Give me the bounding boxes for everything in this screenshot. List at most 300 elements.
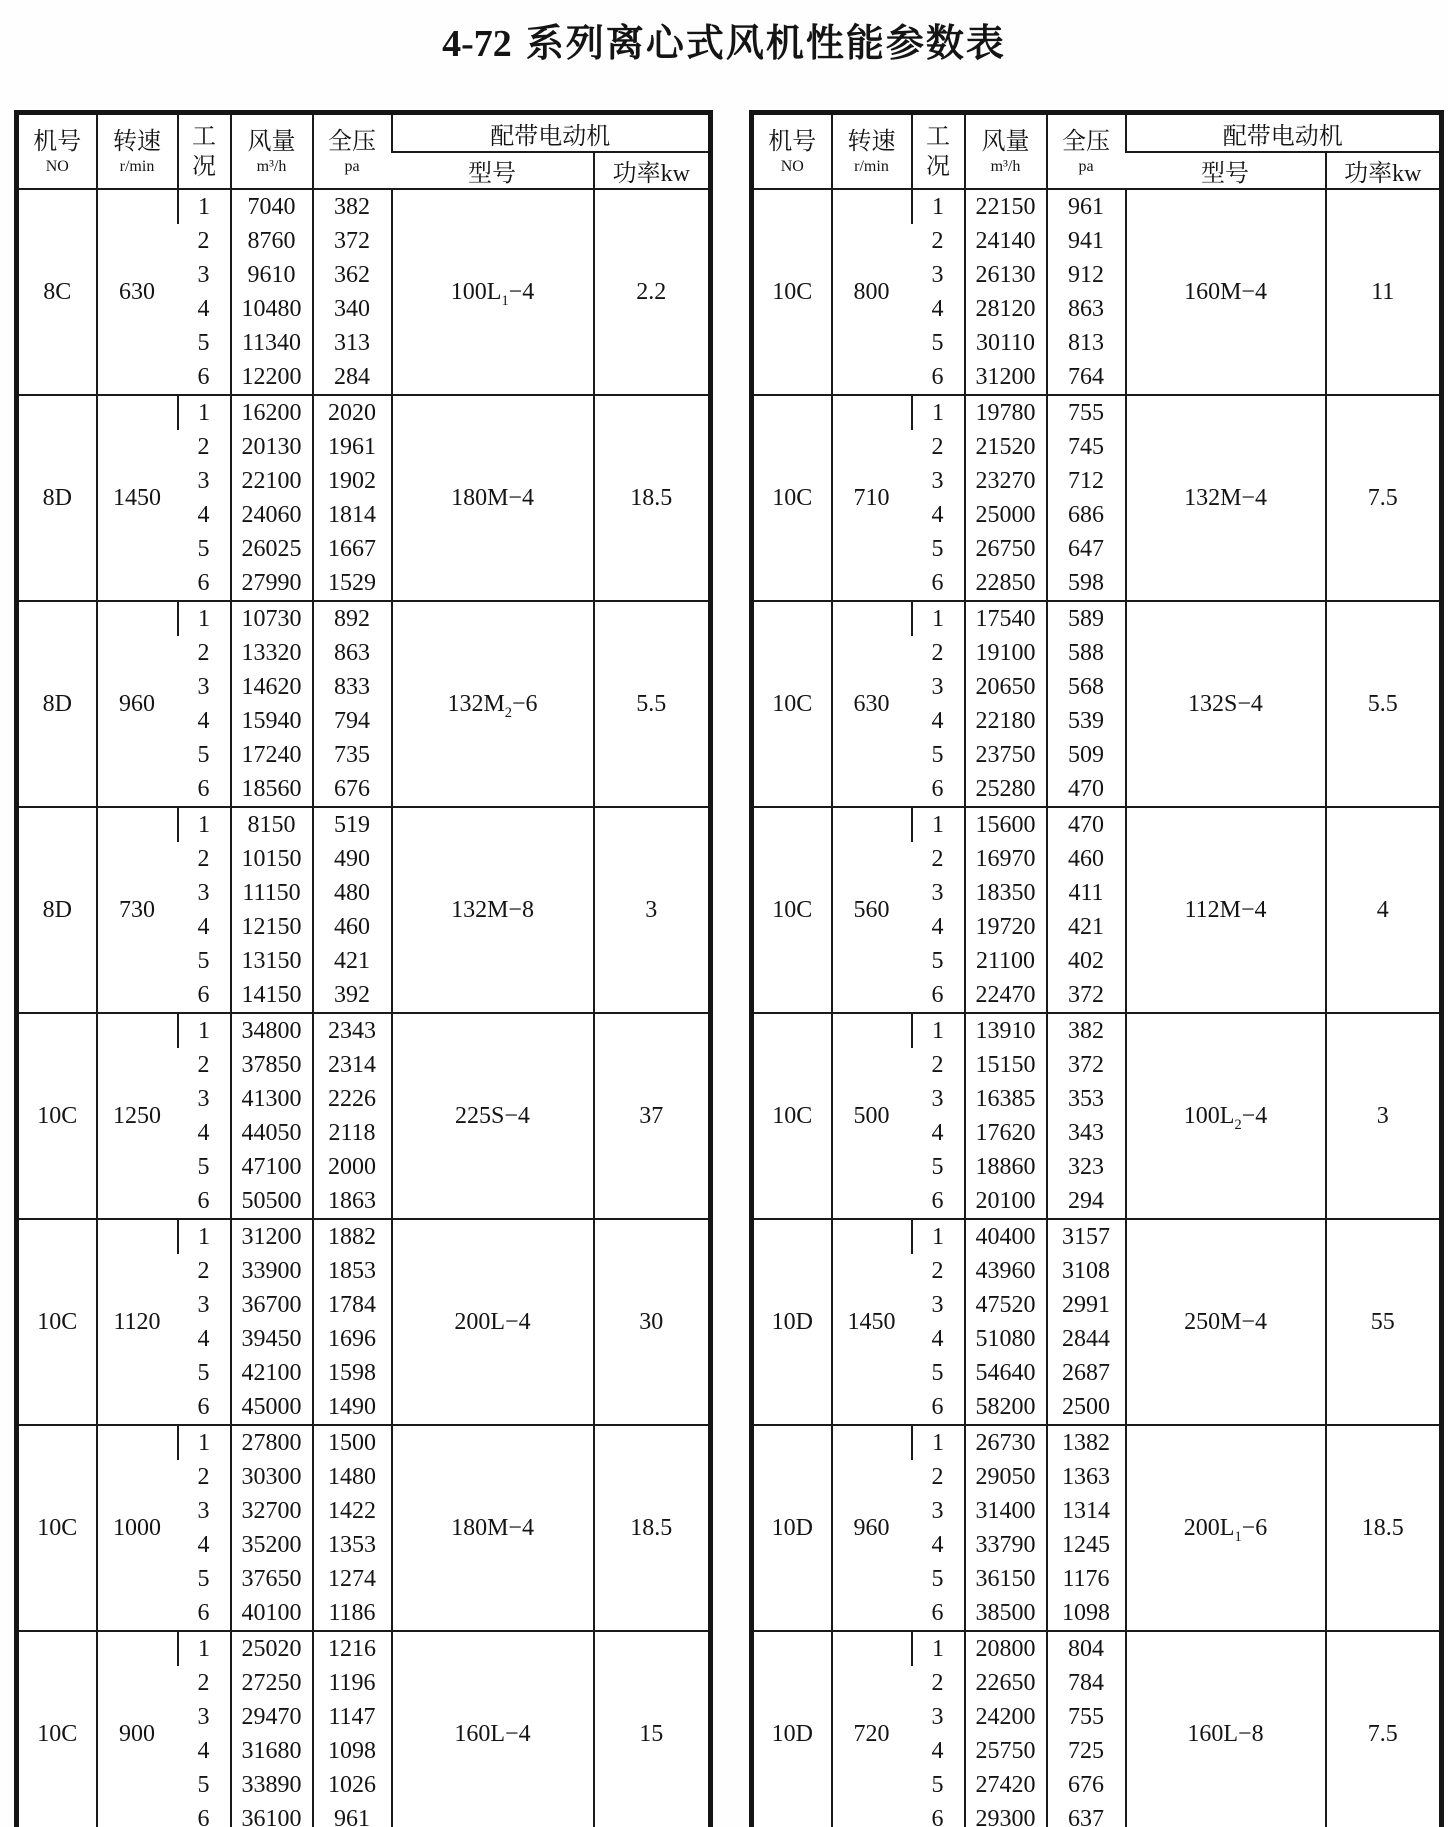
flow-label-unit: m³/h [990,157,1021,175]
condition-cell: 1 [178,189,231,224]
pressure-cell: 1353 [313,1528,392,1562]
condition-cell: 5 [931,947,944,974]
motor-model-cell [1126,601,1326,807]
flow-cell: 15600 [965,807,1047,842]
flow-cell: 8760 [231,224,313,258]
speed-cell: 1450 [97,395,178,601]
machine-no-label-cn: 机号 [33,128,82,155]
pressure-label-unit: pa [1078,157,1094,175]
pressure-cell: 745 [1047,430,1126,464]
condition-cell: 6 [931,775,944,802]
flow-cell: 58200 [965,1390,1047,1425]
pressure-cell: 1667 [313,532,392,566]
flow-cell: 22150 [965,189,1047,224]
col-header-speed [832,113,912,190]
pressure-cell: 568 [1047,670,1126,704]
flow-cell: 47520 [965,1288,1047,1322]
motor-model-main: 160L−4 [454,1720,531,1747]
pressure-cell: 637 [1047,1802,1126,1827]
flow-cell: 26730 [965,1425,1047,1460]
flow-cell: 25020 [231,1631,313,1666]
pressure-label-unit: pa [344,157,360,175]
pressure-cell: 1422 [313,1494,392,1528]
pressure-cell: 3108 [1047,1254,1126,1288]
flow-cell: 23750 [965,738,1047,772]
condition-cell: 3 [931,261,944,288]
fan-table-right [749,110,1444,1827]
pressure-label-cn: 全压 [1062,128,1110,155]
table-header [752,113,1442,190]
speed-cell: 730 [97,807,178,1013]
col-header-motor-model: 型号 [1126,152,1326,189]
pressure-cell: 460 [1047,842,1126,876]
condition-cell: 5 [197,1153,210,1180]
flow-cell: 10480 [231,292,313,326]
flow-cell: 21520 [965,430,1047,464]
table-row [17,1631,711,1666]
condition-cell: 4 [931,295,944,322]
motor-model-tail: −6 [512,690,538,717]
col-header-machine-no [752,113,832,190]
condition-label-top: 工 [192,123,216,150]
pressure-cell: 1480 [313,1460,392,1494]
motor-model-cell [392,1013,594,1219]
condition-cell: 4 [197,295,210,322]
flow-cell: 12200 [231,360,313,395]
flow-cell: 34800 [231,1013,313,1048]
pressure-cell: 519 [313,807,392,842]
table-row [17,1013,711,1048]
flow-cell: 51080 [965,1322,1047,1356]
flow-label-cn: 风量 [981,128,1030,155]
speed-cell: 1250 [97,1013,178,1219]
machine-no-label-en: NO [45,157,69,175]
pressure-cell: 313 [313,326,392,360]
flow-cell: 25750 [965,1734,1047,1768]
col-header-machine-no [17,113,97,190]
col-header-condition [912,113,965,190]
condition-label-top: 工 [926,123,950,150]
pressure-cell: 2844 [1047,1322,1126,1356]
pressure-cell: 2000 [313,1150,392,1184]
motor-power-cell: 3 [594,807,711,1013]
table-row [17,1219,711,1254]
flow-cell: 10150 [231,842,313,876]
flow-cell: 18560 [231,772,313,807]
flow-cell: 22100 [231,464,313,498]
flow-cell: 29300 [965,1802,1047,1827]
flow-cell: 25000 [965,498,1047,532]
condition-cell: 1 [912,807,965,842]
pressure-cell: 1784 [313,1288,392,1322]
pressure-cell: 1529 [313,566,392,601]
condition-cell: 6 [197,569,210,596]
speed-cell: 710 [832,395,912,601]
flow-cell: 19100 [965,636,1047,670]
speed-cell: 630 [97,189,178,395]
flow-cell: 41300 [231,1082,313,1116]
pressure-cell: 372 [1047,978,1126,1013]
flow-cell: 16970 [965,842,1047,876]
table-row [17,601,711,636]
flow-cell: 17240 [231,738,313,772]
machine-no-cell: 8D [17,601,97,807]
table-row [752,601,1442,636]
machine-no-label-cn: 机号 [768,128,817,155]
condition-cell: 3 [197,1085,210,1112]
flow-cell: 30110 [965,326,1047,360]
motor-model-main: 132M [447,690,505,717]
motor-model-main: 100L [1183,1102,1235,1129]
motor-model-subscript: 1 [501,292,509,309]
motor-model-tail: −4 [508,278,535,305]
condition-cell: 3 [931,1085,944,1112]
condition-cell: 4 [931,1119,944,1146]
motor-model-main: 180M−4 [451,1514,534,1541]
pressure-cell: 863 [1047,292,1126,326]
condition-cell: 4 [197,913,210,940]
flow-label-cn: 风量 [247,128,296,155]
condition-cell: 5 [197,1565,210,1592]
flow-cell: 25280 [965,772,1047,807]
motor-model-cell [1126,1219,1326,1425]
pressure-cell: 470 [1047,772,1126,807]
flow-cell: 33890 [231,1768,313,1802]
condition-cell: 4 [931,501,944,528]
flow-cell: 29470 [231,1700,313,1734]
pressure-cell: 1314 [1047,1494,1126,1528]
speed-cell: 1120 [97,1219,178,1425]
flow-cell: 27420 [965,1768,1047,1802]
machine-no-cell: 10C [17,1631,97,1827]
condition-cell: 1 [912,601,965,636]
flow-cell: 11150 [231,876,313,910]
condition-cell: 6 [931,1805,944,1827]
flow-cell: 17620 [965,1116,1047,1150]
condition-cell: 1 [178,807,231,842]
condition-cell: 2 [931,227,944,254]
motor-model-cell [1126,1631,1326,1827]
flow-cell: 33790 [965,1528,1047,1562]
flow-cell: 45000 [231,1390,313,1425]
condition-cell: 1 [912,1631,965,1666]
condition-cell: 3 [197,1497,210,1524]
condition-label-bottom: 况 [926,153,950,180]
col-header-condition [178,113,231,190]
pressure-cell: 941 [1047,224,1126,258]
pressure-cell: 1382 [1047,1425,1126,1460]
flow-cell: 22650 [965,1666,1047,1700]
pressure-cell: 588 [1047,636,1126,670]
speed-cell: 960 [97,601,178,807]
condition-cell: 5 [197,947,210,974]
condition-cell: 3 [931,467,944,494]
flow-cell: 27800 [231,1425,313,1460]
motor-model-cell [1126,1425,1326,1631]
condition-cell: 6 [197,1187,210,1214]
flow-cell: 22850 [965,566,1047,601]
motor-model-main: 200L−4 [454,1308,531,1335]
flow-cell: 8150 [231,807,313,842]
machine-no-cell: 10D [752,1425,832,1631]
condition-cell: 6 [931,1393,944,1420]
pressure-cell: 539 [1047,704,1126,738]
condition-cell: 6 [931,363,944,390]
table-row [17,1425,711,1460]
pressure-cell: 353 [1047,1082,1126,1116]
motor-power-cell: 18.5 [594,395,711,601]
motor-model-subscript: 1 [1234,1528,1242,1545]
motor-power-cell: 30 [594,1219,711,1425]
pressure-cell: 1490 [313,1390,392,1425]
flow-cell: 36700 [231,1288,313,1322]
flow-cell: 44050 [231,1116,313,1150]
condition-cell: 2 [931,1669,944,1696]
pressure-cell: 470 [1047,807,1126,842]
flow-cell: 17540 [965,601,1047,636]
motor-model-cell [1126,807,1326,1013]
motor-power-cell: 3 [1326,1013,1442,1219]
flow-cell: 38500 [965,1596,1047,1631]
flow-cell: 35200 [231,1528,313,1562]
condition-cell: 1 [178,395,231,430]
pressure-cell: 1500 [313,1425,392,1460]
condition-cell: 4 [197,707,210,734]
condition-cell: 4 [197,1531,210,1558]
col-header-motor-power: 功率kw [1326,152,1442,189]
condition-cell: 5 [931,1771,944,1798]
motor-power-cell: 18.5 [594,1425,711,1631]
speed-cell: 900 [97,1631,178,1827]
pressure-cell: 1186 [313,1596,392,1631]
condition-cell: 3 [197,673,210,700]
condition-cell: 3 [197,1703,210,1730]
pressure-cell: 509 [1047,738,1126,772]
speed-cell: 630 [832,601,912,807]
condition-cell: 1 [912,189,965,224]
flow-cell: 37850 [231,1048,313,1082]
pressure-cell: 735 [313,738,392,772]
motor-model-cell [1126,1013,1326,1219]
pressure-cell: 1853 [313,1254,392,1288]
pressure-cell: 392 [313,978,392,1013]
condition-cell: 6 [931,569,944,596]
flow-cell: 24200 [965,1700,1047,1734]
condition-cell: 1 [178,1219,231,1254]
col-header-flow [231,113,313,190]
pressure-cell: 863 [313,636,392,670]
pressure-cell: 647 [1047,532,1126,566]
machine-no-cell: 10D [752,1219,832,1425]
table-row [752,1425,1442,1460]
pressure-cell: 2343 [313,1013,392,1048]
speed-cell: 720 [832,1631,912,1827]
motor-power-cell: 5.5 [1326,601,1442,807]
condition-cell: 5 [931,1565,944,1592]
condition-cell: 6 [197,1599,210,1626]
machine-no-cell: 10C [17,1425,97,1631]
flow-cell: 26130 [965,258,1047,292]
motor-power-cell: 11 [1326,189,1442,395]
speed-label-unit: r/min [854,157,889,175]
flow-cell: 29050 [965,1460,1047,1494]
motor-model-main: 160L−8 [1187,1720,1264,1747]
pressure-cell: 402 [1047,944,1126,978]
pressure-cell: 490 [313,842,392,876]
condition-cell: 3 [197,467,210,494]
pressure-cell: 294 [1047,1184,1126,1219]
machine-no-cell: 10C [752,395,832,601]
col-header-motor-model: 型号 [392,152,594,189]
flow-cell: 42100 [231,1356,313,1390]
condition-cell: 4 [197,1119,210,1146]
flow-cell: 14150 [231,978,313,1013]
motor-model-main: 112M−4 [1184,896,1267,923]
pressure-cell: 598 [1047,566,1126,601]
flow-cell: 31200 [965,360,1047,395]
condition-cell: 5 [197,535,210,562]
pressure-cell: 892 [313,601,392,636]
condition-cell: 6 [197,1805,210,1827]
condition-cell: 6 [197,981,210,1008]
flow-cell: 47100 [231,1150,313,1184]
motor-model-main: 132S−4 [1188,690,1263,717]
flow-cell: 18350 [965,876,1047,910]
motor-model-cell [1126,189,1326,395]
flow-cell: 39450 [231,1322,313,1356]
motor-model-main: 180M−4 [451,484,534,511]
flow-cell: 32700 [231,1494,313,1528]
flow-cell: 12150 [231,910,313,944]
flow-cell: 15940 [231,704,313,738]
condition-cell: 2 [197,845,210,872]
pressure-cell: 676 [313,772,392,807]
pressure-cell: 1026 [313,1768,392,1802]
condition-cell: 2 [197,639,210,666]
motor-power-cell: 5.5 [594,601,711,807]
pressure-cell: 589 [1047,601,1126,636]
table-row [752,1013,1442,1048]
tables-row [14,110,1434,1827]
pressure-cell: 912 [1047,258,1126,292]
col-header-pressure [313,113,392,190]
condition-cell: 2 [197,1669,210,1696]
motor-power-cell: 7.5 [1326,1631,1442,1827]
pressure-cell: 421 [1047,910,1126,944]
page-title-text: 系列离心式风机性能参数表 [525,23,1006,65]
pressure-cell: 480 [313,876,392,910]
condition-cell: 5 [931,535,944,562]
condition-cell: 2 [931,1051,944,1078]
condition-cell: 3 [931,673,944,700]
condition-cell: 3 [197,879,210,906]
pressure-cell: 686 [1047,498,1126,532]
pressure-cell: 372 [313,224,392,258]
machine-no-cell: 10C [752,807,832,1013]
pressure-cell: 1882 [313,1219,392,1254]
pressure-cell: 460 [313,910,392,944]
motor-power-cell: 2.2 [594,189,711,395]
condition-cell: 1 [178,601,231,636]
motor-model-cell [392,189,594,395]
machine-no-cell: 10C [17,1219,97,1425]
flow-cell: 31200 [231,1219,313,1254]
pressure-cell: 362 [313,258,392,292]
motor-model-subscript: 2 [504,704,512,721]
pressure-cell: 961 [1047,189,1126,224]
motor-power-cell: 4 [1326,807,1442,1013]
flow-cell: 16200 [231,395,313,430]
col-header-speed [97,113,178,190]
condition-cell: 1 [912,1013,965,1048]
motor-model-main: 100L [450,278,502,305]
flow-cell: 20100 [965,1184,1047,1219]
motor-model-cell [392,1219,594,1425]
pressure-cell: 1598 [313,1356,392,1390]
motor-model-cell [392,1631,594,1827]
condition-cell: 2 [197,433,210,460]
flow-cell: 31680 [231,1734,313,1768]
condition-cell: 3 [931,879,944,906]
flow-cell: 21100 [965,944,1047,978]
condition-cell: 2 [931,1257,944,1284]
flow-cell: 31400 [965,1494,1047,1528]
pressure-cell: 813 [1047,326,1126,360]
pressure-cell: 784 [1047,1666,1126,1700]
condition-cell: 5 [931,1359,944,1386]
condition-cell: 6 [931,1187,944,1214]
speed-cell: 800 [832,189,912,395]
motor-model-cell [392,601,594,807]
pressure-cell: 1196 [313,1666,392,1700]
condition-cell: 5 [197,1359,210,1386]
pressure-cell: 2500 [1047,1390,1126,1425]
pressure-cell: 676 [1047,1768,1126,1802]
flow-cell: 27250 [231,1666,313,1700]
condition-cell: 4 [197,1737,210,1764]
table-row [752,1631,1442,1666]
table-row [752,807,1442,842]
pressure-cell: 2314 [313,1048,392,1082]
flow-cell: 14620 [231,670,313,704]
pressure-cell: 2020 [313,395,392,430]
pressure-cell: 421 [313,944,392,978]
pressure-cell: 804 [1047,1631,1126,1666]
condition-cell: 4 [197,1325,210,1352]
condition-cell: 3 [931,1497,944,1524]
machine-no-cell: 10C [752,601,832,807]
motor-model-main: 250M−4 [1184,1308,1267,1335]
flow-cell: 22470 [965,978,1047,1013]
flow-cell: 20130 [231,430,313,464]
flow-cell: 40400 [965,1219,1047,1254]
table-row [752,1219,1442,1254]
flow-cell: 30300 [231,1460,313,1494]
speed-cell: 1000 [97,1425,178,1631]
pressure-cell: 1245 [1047,1528,1126,1562]
pressure-label-cn: 全压 [328,128,376,155]
flow-cell: 37650 [231,1562,313,1596]
condition-cell: 6 [197,363,210,390]
machine-no-cell: 8C [17,189,97,395]
condition-cell: 5 [931,1153,944,1180]
condition-cell: 2 [197,227,210,254]
condition-cell: 1 [178,1631,231,1666]
pressure-cell: 712 [1047,464,1126,498]
page-title-prefix: 4-72 [442,23,512,65]
machine-no-cell: 10C [17,1013,97,1219]
table-header [17,113,711,190]
